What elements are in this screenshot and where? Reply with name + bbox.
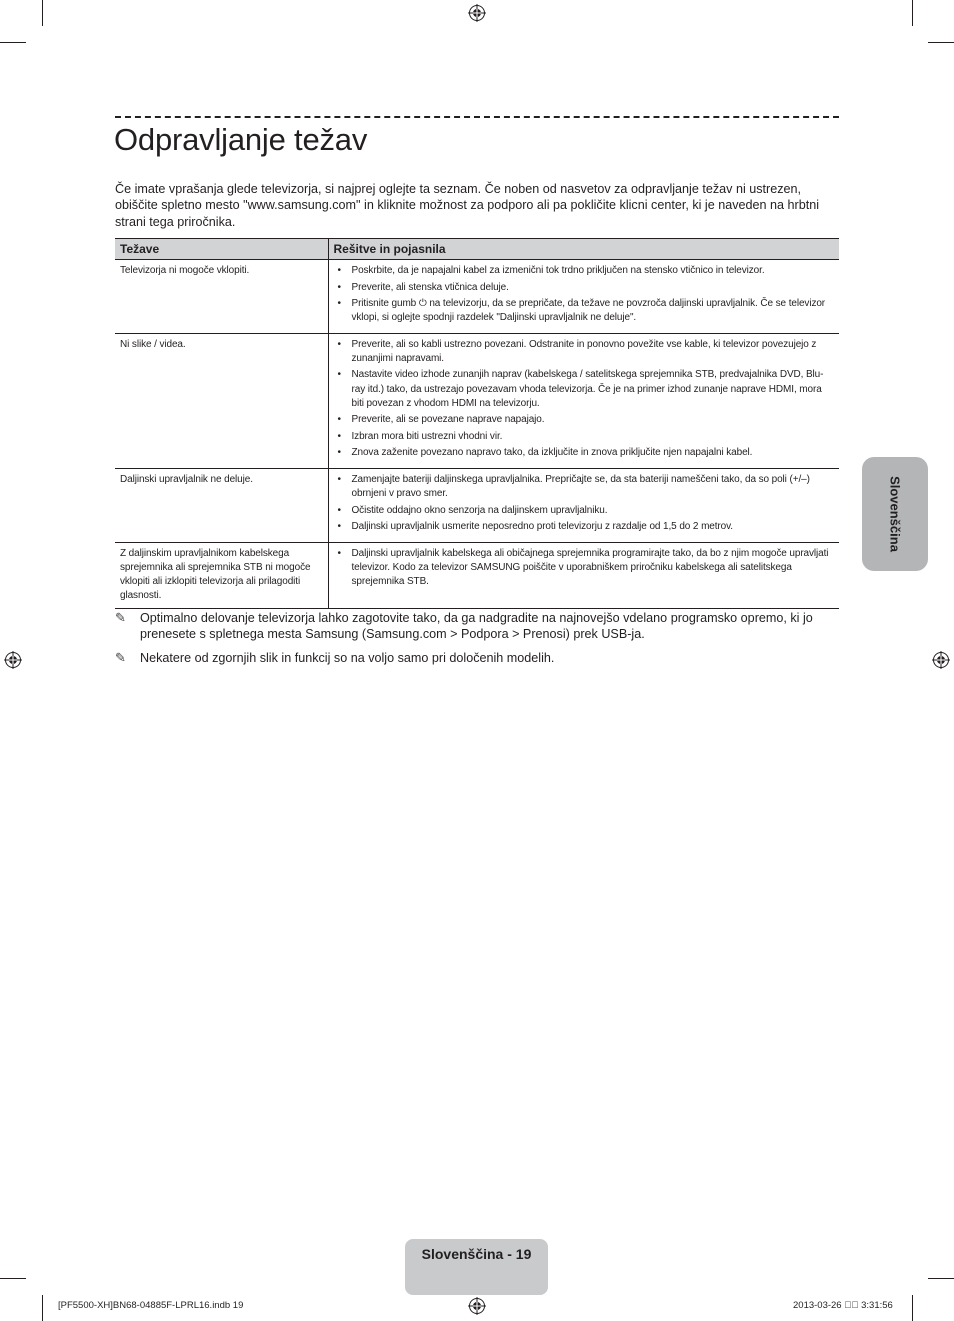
solution-item: • Preverite, ali se povezane naprave napajajo. xyxy=(337,413,834,427)
problem-cell: Televizorja ni mogoče vklopiti. xyxy=(115,260,328,334)
problem-cell: Daljinski upravljalnik ne deluje. xyxy=(115,468,328,542)
solution-item: • Preverite, ali so kabli ustrezno povezani. Odstranite in ponovno povežite vse kable, ki televizor povezujejo z zunanjimi napravami. xyxy=(337,338,834,366)
header-problems: Težave xyxy=(115,239,328,260)
table-row xyxy=(115,333,839,468)
table-row xyxy=(115,260,839,334)
header-solutions: Rešitve in pojasnila xyxy=(328,239,839,260)
solution-list xyxy=(337,547,834,590)
page-title: Odpravljanje težav xyxy=(114,122,368,157)
crop-mark xyxy=(42,0,43,26)
footer-datetime: 2013-03-26 ￿￿ 3:31:56 xyxy=(793,1300,893,1311)
solution-list xyxy=(337,264,834,325)
table-header-row xyxy=(115,239,839,260)
power-icon: ⏻ xyxy=(418,298,427,309)
crop-mark xyxy=(928,42,954,43)
solution-item: • Nastavite video izhode zunanjih naprav (kabelskega / satelitskega sprejemnika STB, predvajalnika DVD, Blu-ray itd.) tako, da ustrezajo povezavam vhoda televizorja. Če je na primer izhod zunanje naprave HDMI, mora biti povezan z vhodom HDMI na televizorju. xyxy=(337,368,834,411)
crop-mark xyxy=(928,1278,954,1279)
note-pencil-icon: ✎ xyxy=(115,610,126,625)
crop-mark xyxy=(912,1295,913,1321)
language-side-tab-label xyxy=(862,457,928,571)
registration-mark-icon xyxy=(468,4,486,22)
language-label: Slovenščina xyxy=(887,476,903,552)
solution-item: • Izbran mora biti ustrezni vhodni vir. xyxy=(337,430,834,444)
crop-mark xyxy=(42,1295,43,1321)
solution-item: • Znova zaženite povezano napravo tako, da izključite in znova priključite njen napajalni kabel. xyxy=(337,446,834,460)
intro-paragraph: Če imate vprašanja glede televizorja, si najprej oglejte ta seznam. Če noben od nasvetov za odpravljanje težav ni ustrezen, obiščite spletno mesto "www.samsung.com" in kliknite možnost za podporo ali pa pokličite klicni center, ki je naveden na hrbtni strani tega priročnika. xyxy=(115,182,820,229)
problem-cell: Z daljinskim upravljalnikom kabelskega sprejemnika ali sprejemnika STB ni mogoče vklopiti ali izklopiti televizorja ali prilagoditi glasnosti. xyxy=(115,542,328,609)
solution-item: • Daljinski upravljalnik usmerite neposredno proti televizorju z razdalje od 1,5 do 2 metrov. xyxy=(337,520,834,534)
crop-mark xyxy=(0,1278,26,1279)
registration-mark-icon xyxy=(4,651,22,669)
note-text: Optimalno delovanje televizorja lahko zagotovite tako, da ga nadgradite na najnovejšo vdelano programsko opremo, ki jo prenesete s spletnega mesta Samsung (Samsung.com > Podpora > Prenosi) prek USB-ja. xyxy=(140,611,813,641)
solution-cell xyxy=(328,542,839,609)
table-row xyxy=(115,468,839,542)
section-divider xyxy=(115,116,839,118)
notes-section xyxy=(115,610,839,674)
troubleshooting-table xyxy=(115,238,839,609)
solution-list xyxy=(337,338,834,461)
page-number: Slovenščina - 19 xyxy=(421,1246,532,1262)
crop-mark xyxy=(912,0,913,26)
note-item xyxy=(115,650,839,666)
solution-item: • Daljinski upravljalnik kabelskega ali običajnega sprejemnika programirajte tako, da bo z njim mogoče upravljati televizor. Kodo za televizor SAMSUNG poiščite v uporabniškem priročniku kabelskega ali satelitskega sprejemnika STB. xyxy=(337,547,834,590)
table-row xyxy=(115,542,839,609)
solution-cell xyxy=(328,260,839,334)
solution-text: Pritisnite gumb xyxy=(351,298,419,309)
solution-item xyxy=(337,297,834,325)
problem-cell: Ni slike / videa. xyxy=(115,333,328,468)
registration-mark-icon xyxy=(468,1297,486,1315)
solution-list xyxy=(337,473,834,534)
note-pencil-icon: ✎ xyxy=(115,650,126,665)
solution-item: • Zamenjajte bateriji daljinskega upravljalnika. Prepričajte se, da sta bateriji nameščeni tako, da so poli (+/–) obrnjeni v pravo smer. xyxy=(337,473,834,501)
solution-item: • Očistite oddajno okno senzorja na daljinskem upravljalniku. xyxy=(337,504,834,518)
solution-item: • Preverite, ali stenska vtičnica deluje. xyxy=(337,281,834,295)
solution-cell xyxy=(328,468,839,542)
note-item xyxy=(115,610,839,642)
crop-mark xyxy=(0,42,26,43)
note-text: Nekatere od zgornjih slik in funkcij so na voljo samo pri določenih modelih. xyxy=(140,651,555,665)
solution-text: na televizorju, da se prepričate, da težave ne povzroča daljinski upravljalnik. Če se televizor vklopi, si oglejte spodnji razdelek "Daljinski upravljalnik ne deluje". xyxy=(351,298,826,324)
solution-cell xyxy=(328,333,839,468)
registration-mark-icon xyxy=(932,651,950,669)
solution-item: • Poskrbite, da je napajalni kabel za izmenični tok trdno priključen na stensko vtičnico in televizor. xyxy=(337,264,834,278)
footer-file-info: [PF5500-XH]BN68-04885F-LPRL16.indb 19 xyxy=(58,1300,244,1311)
